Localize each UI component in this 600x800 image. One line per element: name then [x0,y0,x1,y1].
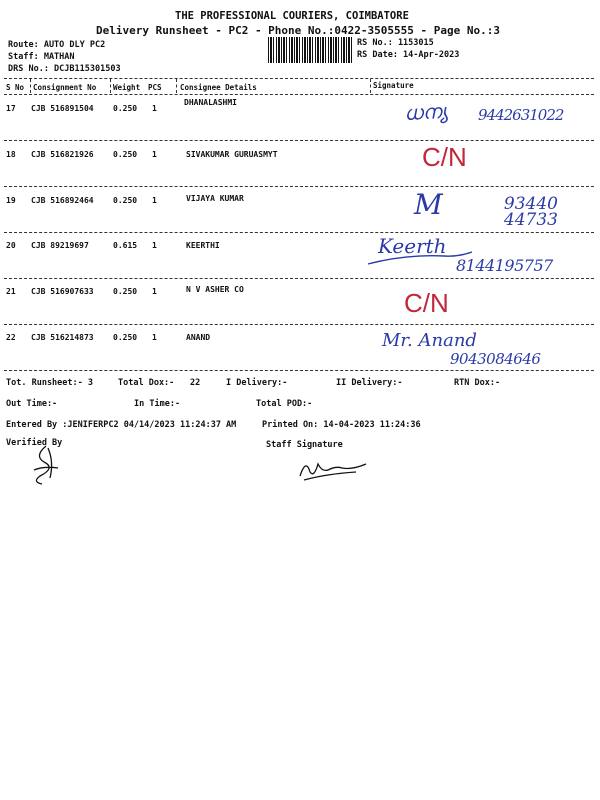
row-divider [4,232,594,233]
row-divider [4,140,594,141]
total-dox-label: Total Dox:- [118,378,175,388]
row-21-signature: C/N [404,288,449,318]
drs-number: DRS No.: DCJB115301503 [8,64,121,74]
row-19-consignee: VIJAYA KUMAR [186,194,244,203]
out-time: Out Time:- [6,399,58,409]
row-divider [4,324,594,325]
table-top-rule [4,78,594,79]
row-17-consignee: DHANALASHMI [184,98,237,107]
col-header-pcs: PCS [148,83,162,92]
col-divider [30,79,31,93]
total-runsheet: Tot. Runsheet:- 3 [6,378,93,388]
row-20-weight: 0.615 [113,241,138,250]
col-header-weight: Weight [113,83,141,92]
ii-delivery: II Delivery:- [336,378,403,388]
rs-number: RS No.: 1153015 [357,38,434,48]
route-label: Route: AUTO DLY PC2 [8,40,106,50]
row-22-consignment: CJB 516214873 [31,333,94,342]
row-19-consignment: CJB 516892464 [31,196,94,205]
row-22-consignee: ANAND [186,333,211,342]
row-22-weight: 0.250 [113,333,138,342]
row-20-consignee: KEERTHI [186,241,220,250]
row-18-weight: 0.250 [113,150,138,159]
rs-date: RS Date: 14-Apr-2023 [357,50,460,60]
row-21-consignee: N V ASHER CO [186,285,244,294]
row-21-sno: 21 [6,287,16,296]
table-header-rule [4,94,594,95]
document-subtitle: Delivery Runsheet - PC2 - Phone No.:0422-3505555 - Page No.:3 [96,24,500,37]
row-22-pcs: 1 [152,333,157,342]
row-divider [4,278,594,279]
row-17-consignment: CJB 516891504 [31,104,94,113]
document-title: THE PROFESSIONAL COURIERS, COIMBATORE [175,10,409,22]
row-divider [4,186,594,187]
row-20-signature-phone: 8144195757 [456,256,553,275]
row-17-signature-phone: 9442631022 [478,106,564,124]
row-20-sno: 20 [6,241,16,250]
row-17-weight: 0.250 [113,104,138,113]
col-header-consignee: Consignee Details [180,83,257,92]
row-22-sno: 22 [6,333,16,342]
rtn-dox: RTN Dox:- [454,378,501,388]
staff-label: Staff: MATHAN [8,52,75,62]
barcode [268,37,352,63]
col-divider [370,79,371,93]
total-pod: Total POD:- [256,399,313,409]
row-18-pcs: 1 [152,150,157,159]
row-18-consignment: CJB 516821926 [31,150,94,159]
verified-signature [26,442,66,488]
row-19-signature-mark: M [414,188,443,221]
row-19-signature-phone: 93440 44733 [503,194,558,230]
row-20-signature-name: Keerth [378,234,447,258]
row-18-signature: C/N [422,142,467,172]
col-header-signature: Signature [373,81,414,90]
row-21-consignment: CJB 516907633 [31,287,94,296]
staff-signature-label: Staff Signature [266,440,343,450]
row-18-sno: 18 [6,150,16,159]
col-header-consignment: Consignment No [33,83,97,92]
in-time: In Time:- [134,399,181,409]
row-22-signature-phone: 9043084646 [450,350,541,368]
col-divider [176,79,177,93]
entered-by: Entered By :JENIFERPC2 04/14/2023 11:24:37 AM [6,420,237,430]
row-17-pcs: 1 [152,104,157,113]
row-21-weight: 0.250 [113,287,138,296]
col-divider [110,79,111,93]
row-20-pcs: 1 [152,241,157,250]
row-19-sno: 19 [6,196,16,205]
row-20-consignment: CJB 89219697 [31,241,89,250]
row-17-sno: 17 [6,104,16,113]
row-22-signature-name: Mr. Anand [382,330,477,351]
verified-by-label: Verified By [6,438,63,448]
i-delivery: I Delivery:- [226,378,288,388]
table-bottom-rule [4,370,594,371]
row-18-consignee: SIVAKUMAR GURUASMYT [186,150,278,159]
row-21-pcs: 1 [152,287,157,296]
col-header-sno: S No [6,83,25,92]
staff-signature [296,448,376,484]
total-dox-value: 22 [190,378,201,388]
row-19-pcs: 1 [152,196,157,205]
row-19-weight: 0.250 [113,196,138,205]
row-17-signature-name: ധന്യ [403,98,449,126]
printed-on: Printed On: 14-04-2023 11:24:36 [262,420,421,430]
